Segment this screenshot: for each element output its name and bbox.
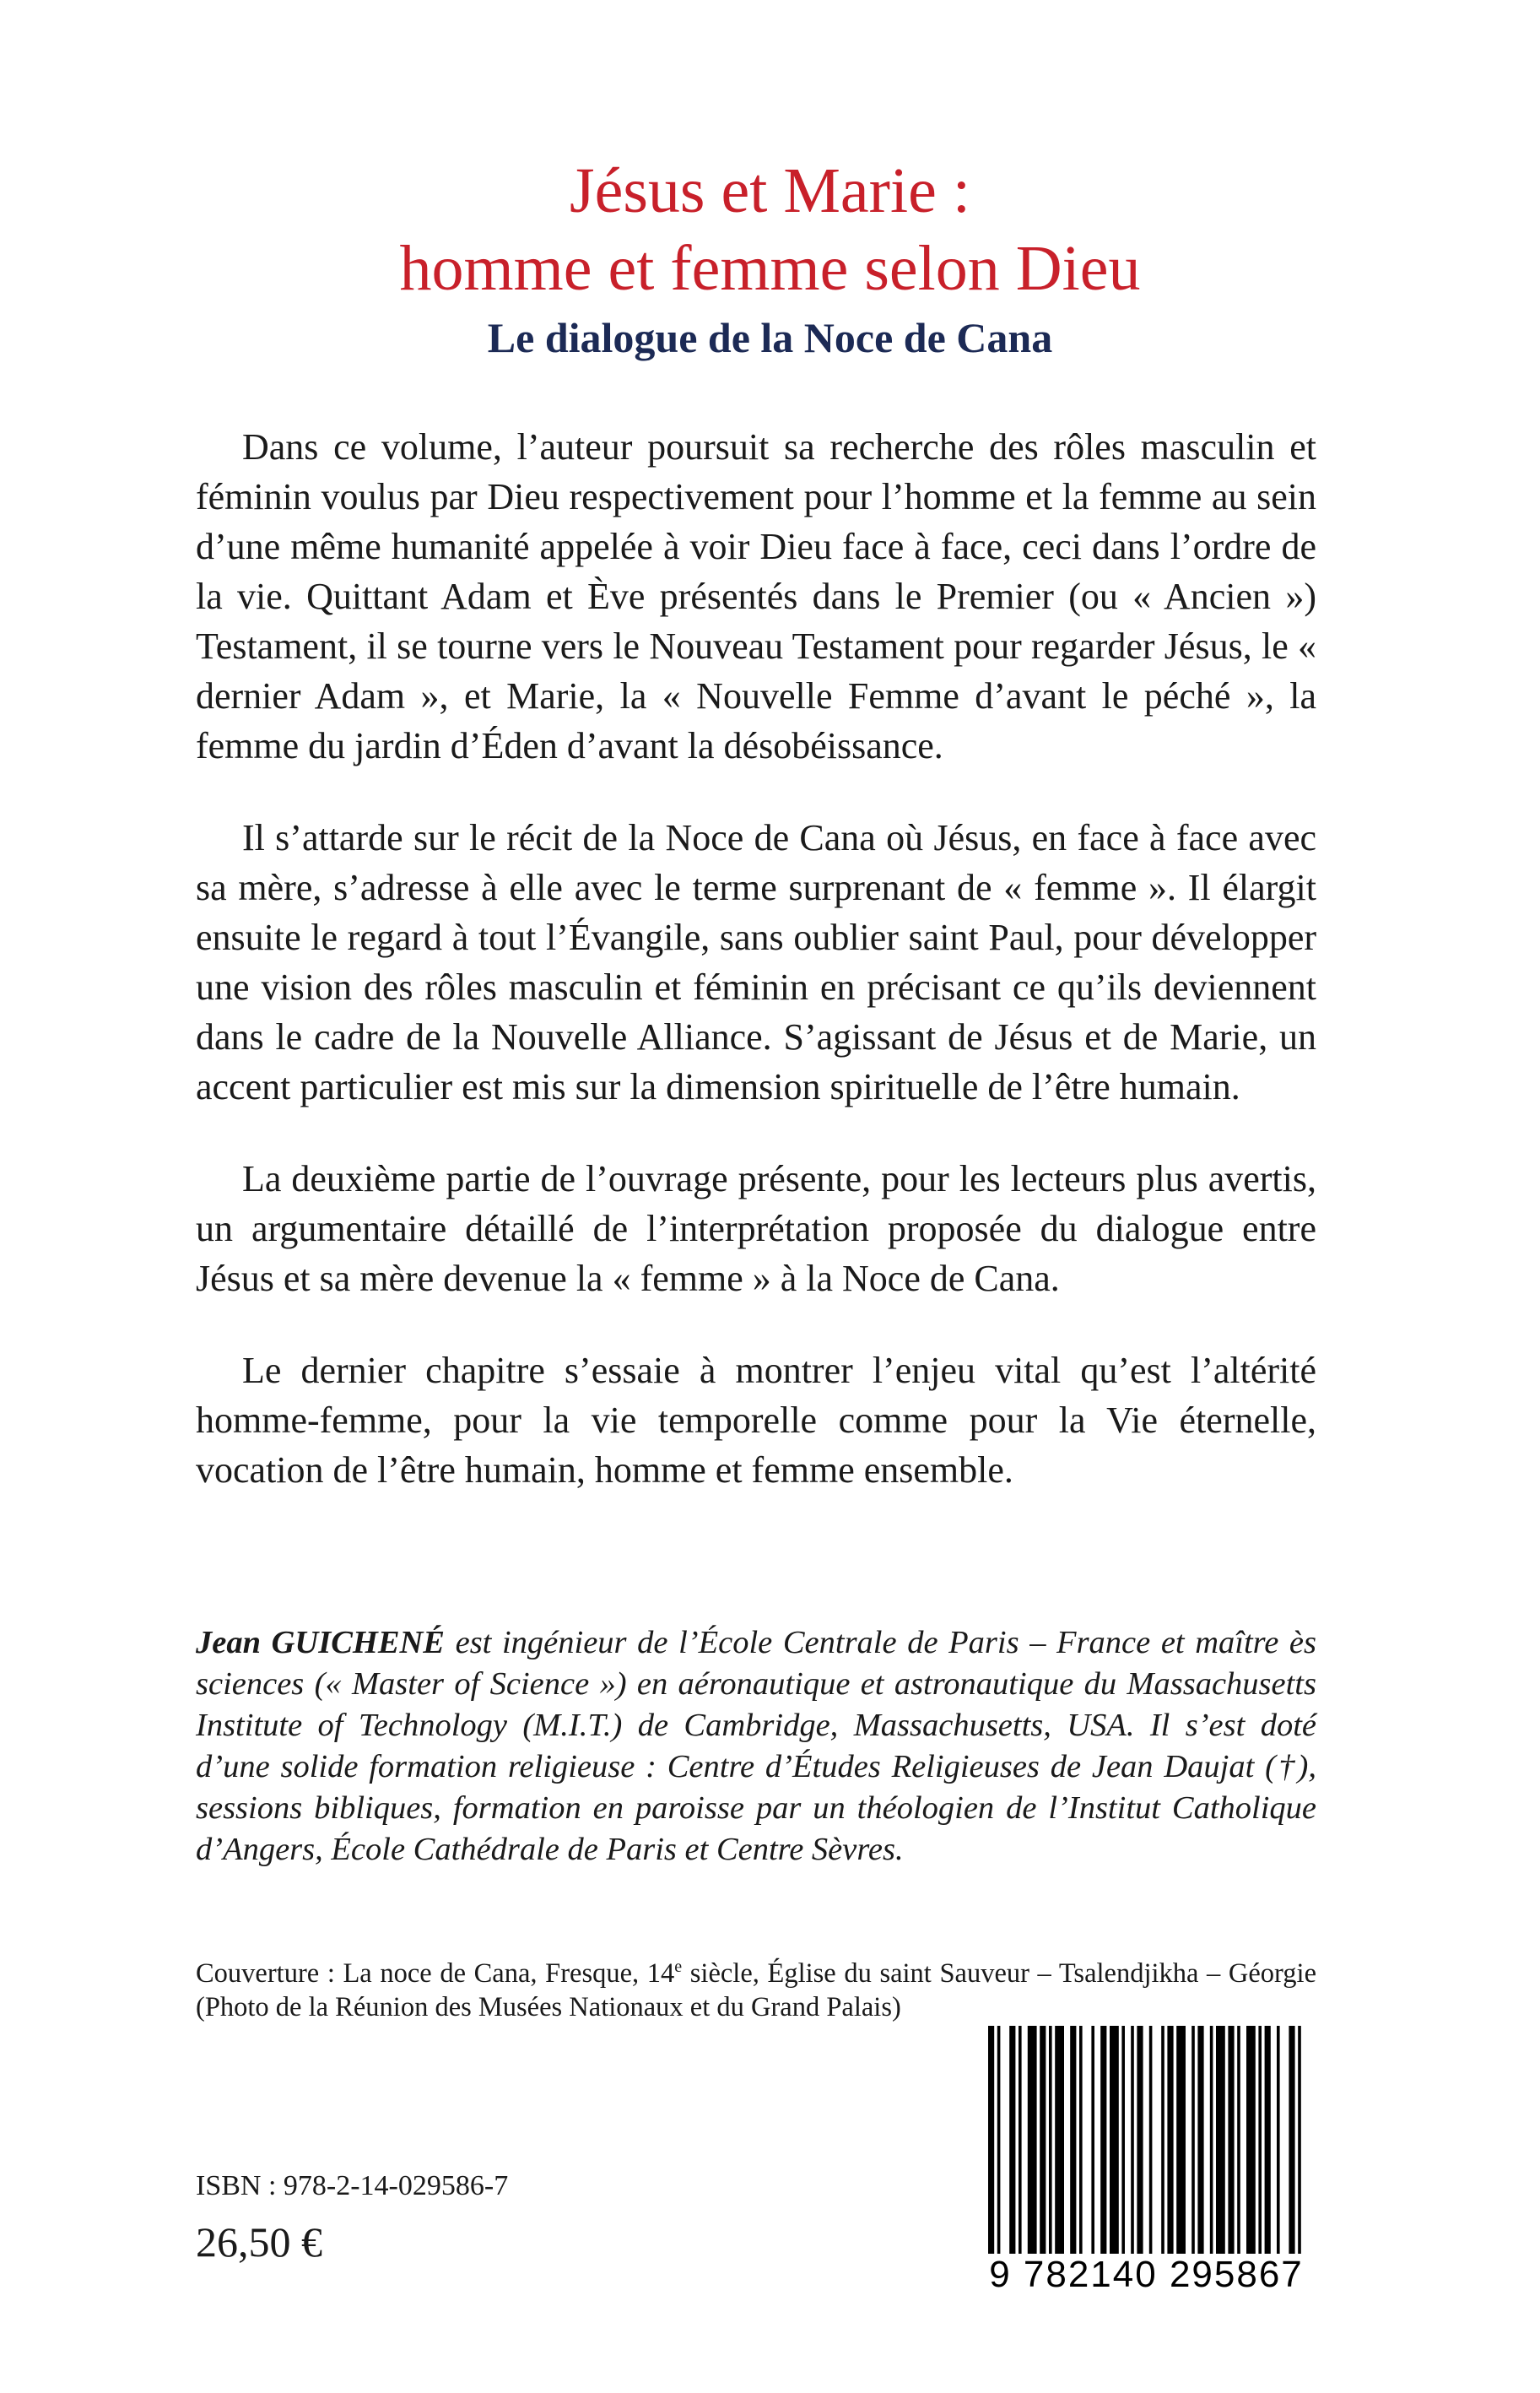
barcode-bar xyxy=(1246,2026,1256,2255)
cover-credit-end: siècle, Église du saint Sauveur – Tsalendjikha – Géorgie (Photo de la Réunion des Musées Nationaux et du Grand Palais) xyxy=(196,1958,1316,2022)
barcode-bar xyxy=(1265,2026,1271,2255)
barcode-bar xyxy=(1197,2026,1203,2255)
title-line-1: Jésus et Marie : xyxy=(570,155,970,226)
barcode-bar xyxy=(1040,2026,1046,2255)
barcode-bar xyxy=(1070,2026,1076,2255)
title-block xyxy=(0,152,1540,368)
barcode-bar xyxy=(1137,2026,1143,2255)
cover-credit-superscript: e xyxy=(674,1957,683,1977)
barcode-bar xyxy=(1121,2026,1125,2255)
barcode xyxy=(976,2026,1316,2300)
barcode-bar xyxy=(1079,2026,1083,2255)
barcode-bar xyxy=(988,2026,994,2279)
paragraph: Le dernier chapitre s’essaie à montrer l’enjeu vital qu’est l’altérité homme-femme, pour la vie temporelle comme pour la Vie éternelle, vocation de l’être humain, homme et femme ensemble. xyxy=(196,1350,1316,1491)
barcode-bar xyxy=(1110,2026,1119,2255)
price: 26,50 € xyxy=(196,2218,322,2266)
barcode-bar xyxy=(1167,2026,1173,2255)
barcode-bar xyxy=(1210,2026,1213,2255)
barcode-bar xyxy=(1009,2026,1015,2255)
paragraph: Dans ce volume, l’auteur poursuit sa recherche des rôles masculin et féminin voulus par Dieu respectivement pour l’homme et la femme au sein d’une même humanité appelée à voir Dieu face à face, ceci dans l’ordre de la vie. Quittant Adam et Ève présentés dans le Premier (ou « Ancien ») Testament, il se tourne vers le Nouveau Testament pour regarder Jésus, le « dernier Adam », et Marie, la « Nouvelle Femme d’avant le péché », la femme du jardin d’Éden d’avant la désobéissance. xyxy=(196,426,1316,766)
isbn: ISBN : 978-2-14-029586-7 xyxy=(196,2170,509,2201)
barcode-bar xyxy=(1216,2026,1225,2279)
author-bio-text: est ingénieur de l’École Centrale de Paris – France et maître ès sciences (« Master of Science ») en aéronautique et astronautique du Massachusetts Institute of Technology (M.I.T.) de Cambridge, Massachusetts, USA. Il s’est doté d’une solide formation religieuse : Centre d’Études Religieuses de Jean Daujat (†), sessions bibliques, formation en paroisse par un théologien de l’Institut Catholique d’Angers, École Cathédrale de Paris et Centre Sèvres. xyxy=(196,1625,1316,1867)
author-bio xyxy=(196,1622,1316,1871)
paragraph: La deuxième partie de l’ouvrage présente, pour les lecteurs plus avertis, un argumentaire détaillé de l’interprétation proposée du dialogue entre Jésus et sa mère devenue la « femme » à la Noce de Cana. xyxy=(196,1158,1316,1299)
barcode-bar xyxy=(1258,2026,1262,2255)
paragraph: Il s’attarde sur le récit de la Noce de Cana où Jésus, en face à face avec sa mère, s’adresse à elle avec le terme surprenant de « femme ». Il élargit ensuite le regard à tout l’Évangile, sans oublier saint Paul, pour développer une vision des rôles masculin et féminin en précisant ce qu’ils deviennent dans le cadre de la Nouvelle Alliance. S’agissant de Jésus et de Marie, un accent particulier est mis sur la dimension spirituelle de l’être humain. xyxy=(196,817,1316,1107)
summary-text xyxy=(196,422,1316,1537)
cover-credit xyxy=(196,1957,1316,2024)
barcode-bar xyxy=(1161,2026,1164,2255)
barcode-bar xyxy=(1028,2026,1037,2255)
barcode-bar xyxy=(1049,2026,1052,2255)
cover-credit-start: Couverture : La noce de Cana, Fresque, 14 xyxy=(196,1958,675,1989)
barcode-digits: 9 782140 295867 xyxy=(976,2254,1316,2296)
barcode-bar xyxy=(1055,2026,1064,2255)
barcode-bar xyxy=(1298,2026,1301,2255)
author-name: Jean GUICHENÉ xyxy=(196,1625,445,1660)
barcode-bar xyxy=(1237,2026,1240,2255)
barcode-bar xyxy=(1277,2026,1280,2255)
barcode-bar xyxy=(1289,2026,1294,2255)
barcode-bar xyxy=(1100,2026,1106,2255)
barcode-bars xyxy=(976,2026,1316,2279)
barcode-bar xyxy=(1091,2026,1094,2255)
subtitle: Le dialogue de la Noce de Cana xyxy=(487,314,1053,361)
barcode-bar xyxy=(1191,2026,1195,2255)
barcode-bar xyxy=(1176,2026,1186,2255)
barcode-bar xyxy=(1149,2026,1153,2255)
barcode-bar xyxy=(997,2026,1001,2279)
barcode-bar xyxy=(1228,2026,1234,2255)
title-line-2: homme et femme selon Dieu xyxy=(399,233,1141,304)
barcode-bar xyxy=(1131,2026,1134,2255)
barcode-bar xyxy=(1019,2026,1022,2255)
